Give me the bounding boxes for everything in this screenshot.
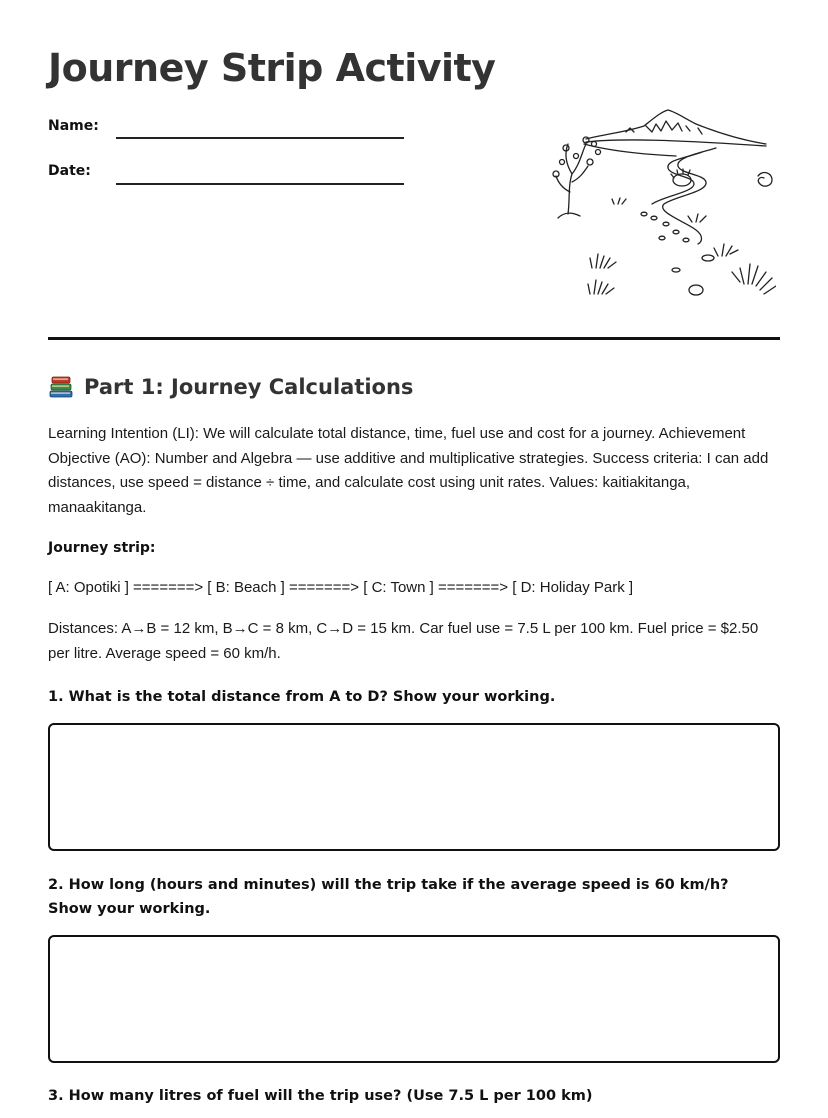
question-2: 2. How long (hours and minutes) will the trip take if the average speed is 60 km/h? Show your working.	[48, 877, 729, 917]
date-label: Date:	[48, 163, 91, 179]
part1-heading: Part 1: Journey Calculations	[84, 375, 414, 399]
journey-strip: [ A: Opotiki ] =======> [ B: Beach ] =======> [ C: Town ] =======> [ D: Holiday Park ]	[48, 579, 634, 596]
part1-heading-row	[48, 374, 413, 400]
question-3: 3. How many litres of fuel will the trip use? (Use 7.5 L per 100 km)	[48, 1088, 593, 1104]
journey-facts: Distances: A→B = 12 km, B→C = 8 km, C→D = 15 km. Car fuel use = 7.5 L per 100 km. Fuel price = $2.50 per litre. Average speed = 60 km/h.	[48, 620, 759, 662]
books-icon	[48, 374, 74, 400]
landscape-illustration	[526, 104, 776, 304]
journey-strip-label: Journey strip:	[48, 540, 156, 556]
section-divider	[48, 337, 780, 340]
name-field[interactable]	[116, 137, 404, 139]
answer-box-1[interactable]	[48, 723, 780, 851]
question-1: 1. What is the total distance from A to D? Show your working.	[48, 689, 556, 705]
answer-box-2[interactable]	[48, 935, 780, 1063]
name-label: Name:	[48, 118, 99, 134]
date-field[interactable]	[116, 183, 404, 185]
learning-intention-text: Learning Intention (LI): We will calculate total distance, time, fuel use and cost for a journey. Achievement Objective (AO): Number and Algebra — use additive and multiplicative strategies. Success criteria: I can add distances, use speed = distance ÷ time, and calculate cost using unit rates. Values: kaitiakitanga, manaakitanga.	[48, 425, 769, 516]
page-title: Journey Strip Activity	[48, 46, 496, 90]
